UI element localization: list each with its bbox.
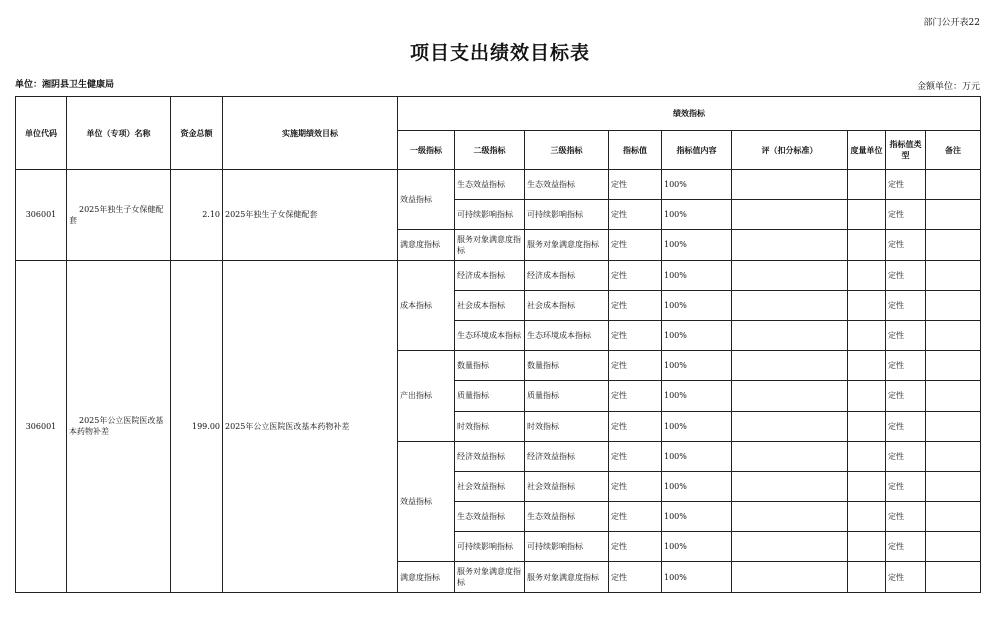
remark-cell bbox=[926, 441, 981, 471]
table-body bbox=[16, 170, 981, 593]
content-cell: 100% bbox=[662, 351, 732, 381]
value-type-cell: 定性 bbox=[886, 441, 926, 471]
level2-cell: 经济效益指标 bbox=[455, 441, 525, 471]
header-indicators: 绩效指标 bbox=[398, 97, 981, 131]
level2-cell: 生态效益指标 bbox=[455, 170, 525, 200]
level2-cell: 服务对象满意度指标 bbox=[455, 562, 525, 592]
measure-cell bbox=[848, 320, 886, 350]
measure-cell bbox=[848, 562, 886, 592]
scoring-cell bbox=[732, 200, 848, 230]
level3-cell: 经济成本指标 bbox=[525, 260, 609, 290]
header-remark: 备注 bbox=[926, 131, 981, 170]
value-cell: 定性 bbox=[609, 200, 662, 230]
content-cell: 100% bbox=[662, 260, 732, 290]
header-value: 指标值 bbox=[609, 131, 662, 170]
remark-cell bbox=[926, 502, 981, 532]
content-cell: 100% bbox=[662, 381, 732, 411]
value-type-cell: 定性 bbox=[886, 260, 926, 290]
measure-cell bbox=[848, 471, 886, 501]
measure-cell bbox=[848, 290, 886, 320]
level2-cell: 时效指标 bbox=[455, 411, 525, 441]
header-name: 单位（专项）名称 bbox=[67, 97, 171, 170]
project-name-cell: 2025年公立医院医改基本药物补差 bbox=[67, 260, 171, 592]
level2-cell: 数量指标 bbox=[455, 351, 525, 381]
remark-cell bbox=[926, 170, 981, 200]
unit-label: 单位：湘阴县卫生健康局 bbox=[15, 80, 115, 90]
measure-cell bbox=[848, 532, 886, 562]
scoring-cell bbox=[732, 471, 848, 501]
value-type-cell: 定性 bbox=[886, 411, 926, 441]
value-cell: 定性 bbox=[609, 290, 662, 320]
value-cell: 定性 bbox=[609, 230, 662, 260]
level2-cell: 生态效益指标 bbox=[455, 502, 525, 532]
scoring-cell bbox=[732, 320, 848, 350]
level3-cell: 质量指标 bbox=[525, 381, 609, 411]
money-unit-label: 金额单位：万元 bbox=[916, 82, 980, 92]
level1-cell: 满意度指标 bbox=[398, 562, 455, 592]
level2-cell: 可持续影响指标 bbox=[455, 200, 525, 230]
value-type-cell: 定性 bbox=[886, 351, 926, 381]
content-cell: 100% bbox=[662, 170, 732, 200]
level1-cell: 满意度指标 bbox=[398, 230, 455, 260]
value-type-cell: 定性 bbox=[886, 200, 926, 230]
remark-cell bbox=[926, 532, 981, 562]
scoring-cell bbox=[732, 562, 848, 592]
measure-cell bbox=[848, 200, 886, 230]
content-cell: 100% bbox=[662, 441, 732, 471]
table-row bbox=[16, 170, 981, 200]
level3-cell: 生态环境成本指标 bbox=[525, 320, 609, 350]
scoring-cell bbox=[732, 532, 848, 562]
value-cell: 定性 bbox=[609, 411, 662, 441]
content-cell: 100% bbox=[662, 411, 732, 441]
content-cell: 100% bbox=[662, 471, 732, 501]
level3-cell: 可持续影响指标 bbox=[525, 200, 609, 230]
table-row bbox=[16, 260, 981, 290]
header-scoring: 评（扣分标准） bbox=[732, 131, 848, 170]
scoring-cell bbox=[732, 502, 848, 532]
value-type-cell: 定性 bbox=[886, 502, 926, 532]
content-cell: 100% bbox=[662, 290, 732, 320]
value-cell: 定性 bbox=[609, 562, 662, 592]
unit-code-cell: 306001 bbox=[16, 170, 67, 261]
scoring-cell bbox=[732, 230, 848, 260]
level3-cell: 可持续影响指标 bbox=[525, 532, 609, 562]
performance-table bbox=[15, 96, 981, 593]
scoring-cell bbox=[732, 170, 848, 200]
page-title: 项目支出绩效目标表 bbox=[409, 42, 590, 64]
content-cell: 100% bbox=[662, 230, 732, 260]
remark-cell bbox=[926, 471, 981, 501]
content-cell: 100% bbox=[662, 532, 732, 562]
level1-cell: 产出指标 bbox=[398, 351, 455, 442]
measure-cell bbox=[848, 230, 886, 260]
level3-cell: 生态效益指标 bbox=[525, 170, 609, 200]
remark-cell bbox=[926, 351, 981, 381]
goal-cell: 2025年独生子女保健配套 bbox=[223, 170, 398, 261]
level3-cell: 数量指标 bbox=[525, 351, 609, 381]
header-total: 资金总额 bbox=[171, 97, 223, 170]
level2-cell: 社会成本指标 bbox=[455, 290, 525, 320]
level1-cell: 效益指标 bbox=[398, 441, 455, 562]
measure-cell bbox=[848, 381, 886, 411]
scoring-cell bbox=[732, 411, 848, 441]
header-level3: 三级指标 bbox=[525, 131, 609, 170]
header-level2: 二级指标 bbox=[455, 131, 525, 170]
level3-cell: 社会效益指标 bbox=[525, 471, 609, 501]
value-cell: 定性 bbox=[609, 441, 662, 471]
measure-cell bbox=[848, 411, 886, 441]
scoring-cell bbox=[732, 381, 848, 411]
measure-cell bbox=[848, 260, 886, 290]
value-type-cell: 定性 bbox=[886, 471, 926, 501]
scoring-cell bbox=[732, 441, 848, 471]
remark-cell bbox=[926, 290, 981, 320]
value-cell: 定性 bbox=[609, 471, 662, 501]
goal-cell: 2025年公立医院医改基本药物补差 bbox=[223, 260, 398, 592]
level3-cell: 时效指标 bbox=[525, 411, 609, 441]
scoring-cell bbox=[732, 290, 848, 320]
level1-cell: 成本指标 bbox=[398, 260, 455, 351]
value-cell: 定性 bbox=[609, 260, 662, 290]
value-type-cell: 定性 bbox=[886, 170, 926, 200]
value-cell: 定性 bbox=[609, 532, 662, 562]
level2-cell: 经济成本指标 bbox=[455, 260, 525, 290]
total-amount-cell: 199.00 bbox=[171, 260, 223, 592]
remark-cell bbox=[926, 200, 981, 230]
scoring-cell bbox=[732, 351, 848, 381]
level3-cell: 服务对象满意度指标 bbox=[525, 562, 609, 592]
remark-cell bbox=[926, 381, 981, 411]
header-value-type: 指标值类型 bbox=[886, 131, 926, 170]
value-type-cell: 定性 bbox=[886, 381, 926, 411]
header-code: 单位代码 bbox=[16, 97, 67, 170]
remark-cell bbox=[926, 230, 981, 260]
value-type-cell: 定性 bbox=[886, 230, 926, 260]
value-type-cell: 定性 bbox=[886, 290, 926, 320]
value-type-cell: 定性 bbox=[886, 320, 926, 350]
scoring-cell bbox=[732, 260, 848, 290]
level2-cell: 生态环境成本指标 bbox=[455, 320, 525, 350]
level3-cell: 服务对象满意度指标 bbox=[525, 230, 609, 260]
measure-cell bbox=[848, 502, 886, 532]
value-cell: 定性 bbox=[609, 170, 662, 200]
header-goal: 实施期绩效目标 bbox=[223, 97, 398, 170]
level3-cell: 社会成本指标 bbox=[525, 290, 609, 320]
level2-cell: 质量指标 bbox=[455, 381, 525, 411]
remark-cell bbox=[926, 260, 981, 290]
value-cell: 定性 bbox=[609, 351, 662, 381]
measure-cell bbox=[848, 441, 886, 471]
content-cell: 100% bbox=[662, 320, 732, 350]
level1-cell: 效益指标 bbox=[398, 170, 455, 230]
content-cell: 100% bbox=[662, 200, 732, 230]
header-content: 指标值内容 bbox=[662, 131, 732, 170]
value-cell: 定性 bbox=[609, 381, 662, 411]
level3-cell: 经济效益指标 bbox=[525, 441, 609, 471]
level2-cell: 社会效益指标 bbox=[455, 471, 525, 501]
value-type-cell: 定性 bbox=[886, 532, 926, 562]
content-cell: 100% bbox=[662, 562, 732, 592]
content-cell: 100% bbox=[662, 502, 732, 532]
value-type-cell: 定性 bbox=[886, 562, 926, 592]
level2-cell: 可持续影响指标 bbox=[455, 532, 525, 562]
remark-cell bbox=[926, 562, 981, 592]
form-number: 部门公开表22 bbox=[923, 18, 980, 28]
header-measure: 度量单位 bbox=[848, 131, 886, 170]
value-cell: 定性 bbox=[609, 502, 662, 532]
total-amount-cell: 2.10 bbox=[171, 170, 223, 261]
measure-cell bbox=[848, 351, 886, 381]
measure-cell bbox=[848, 170, 886, 200]
unit-code-cell: 306001 bbox=[16, 260, 67, 592]
project-name-cell: 2025年独生子女保健配套 bbox=[67, 170, 171, 261]
level3-cell: 生态效益指标 bbox=[525, 502, 609, 532]
remark-cell bbox=[926, 411, 981, 441]
level2-cell: 服务对象满意度指标 bbox=[455, 230, 525, 260]
remark-cell bbox=[926, 320, 981, 350]
value-cell: 定性 bbox=[609, 320, 662, 350]
header-level1: 一级指标 bbox=[398, 131, 455, 170]
